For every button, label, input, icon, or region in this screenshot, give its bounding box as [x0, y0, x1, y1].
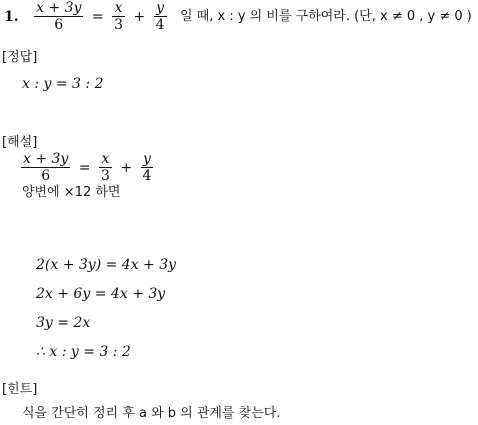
multiply-line: 양변에 ×12 하면: [22, 185, 121, 200]
fraction-numerator: x: [112, 0, 125, 17]
problem-line: [4, 0, 475, 33]
explanation-fraction-y4: [141, 151, 154, 184]
step-4: ∴ x : y = 3 : 2: [36, 344, 131, 360]
equals-sign: =: [91, 8, 104, 25]
problem-number: 1.: [4, 8, 19, 25]
fraction-numerator: y: [154, 0, 167, 17]
equals-sign: =: [78, 159, 91, 176]
fraction-denominator: 4: [142, 168, 152, 184]
answer-text: x : y = 3 : 2: [22, 76, 104, 92]
hint-text: 식을 간단히 정리 후 a 와 b 의 관계를 찾는다.: [22, 406, 281, 421]
step-3: 3y = 2x: [36, 315, 91, 331]
fraction-denominator: 4: [155, 17, 165, 33]
step-2: 2x + 6y = 4x + 3y: [36, 286, 166, 302]
problem-fraction-y4: [154, 0, 167, 33]
hint-header: [힌트]: [2, 382, 38, 397]
explanation-fraction-x3: [99, 151, 112, 184]
explanation-fraction-lhs: [21, 151, 70, 184]
problem-fraction-lhs: [34, 0, 83, 33]
fraction-numerator: x + 3y: [23, 151, 69, 167]
fraction-denominator: 6: [54, 17, 64, 33]
problem-statement: 일 때, x : y 의 비를 구하여라. (단, x ≠ 0 , y ≠ 0 ): [180, 8, 472, 24]
explanation-equation: [20, 151, 154, 184]
fraction-denominator: 6: [41, 168, 51, 184]
fraction-numerator: y: [141, 151, 154, 168]
explanation-header: [해설]: [2, 135, 38, 150]
problem-fraction-x3: [112, 0, 125, 33]
step-1: 2(x + 3y) = 4x + 3y: [36, 257, 177, 273]
fraction-denominator: 3: [100, 168, 110, 184]
plus-sign: +: [133, 8, 146, 25]
fraction-numerator: x + 3y: [36, 0, 82, 16]
fraction-numerator: x: [99, 151, 112, 168]
answer-header: [정답]: [2, 50, 38, 65]
fraction-denominator: 3: [114, 17, 123, 33]
plus-sign: +: [120, 159, 133, 176]
